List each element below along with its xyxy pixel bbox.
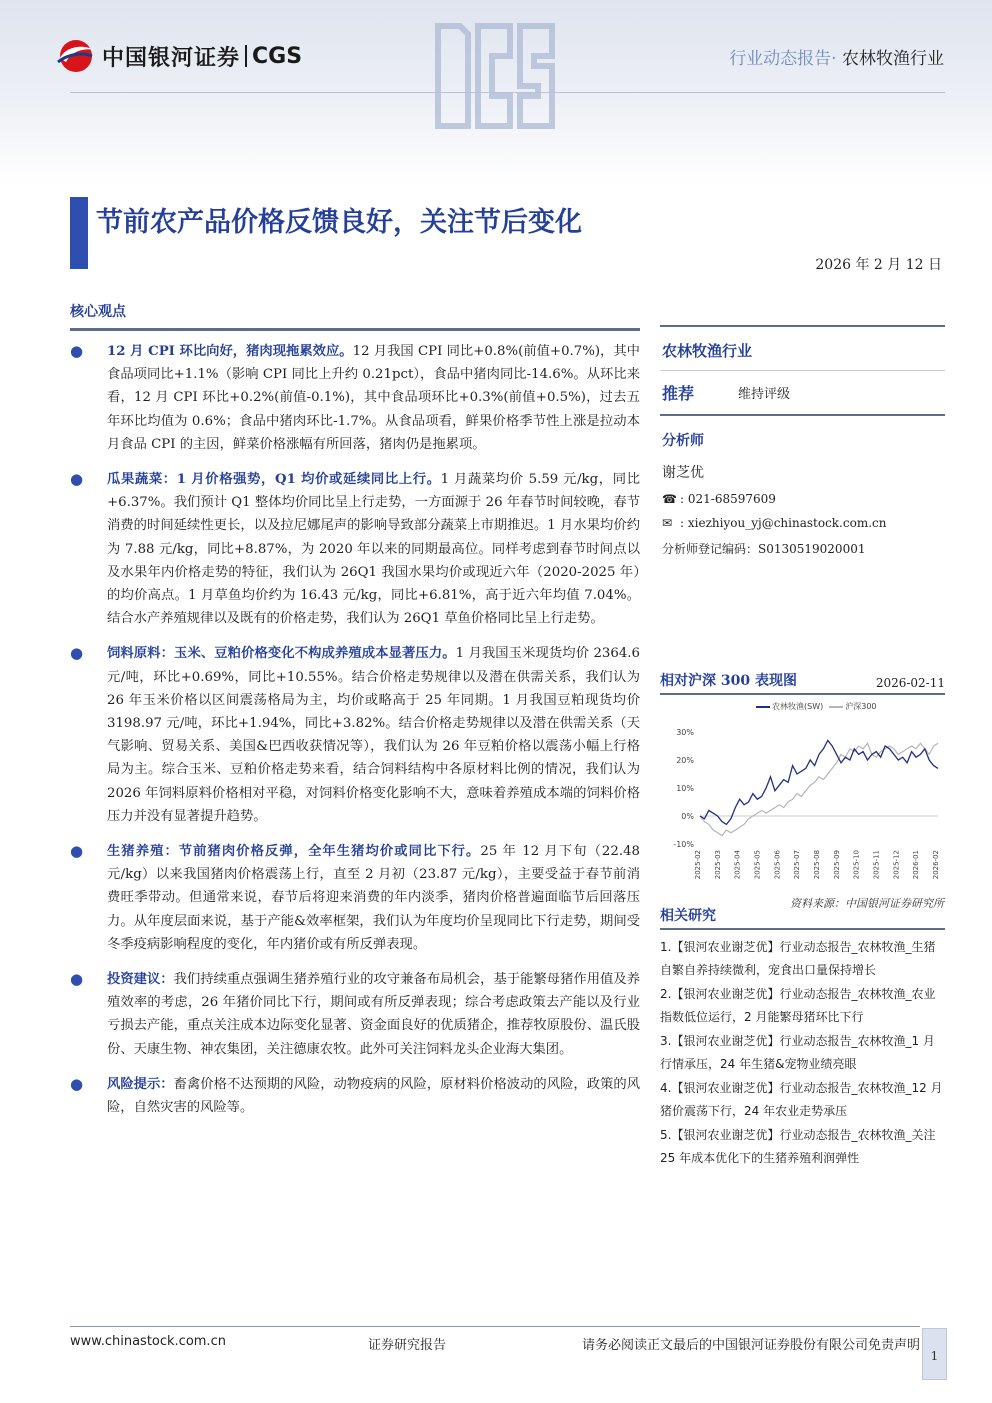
- legend-item-index: [829, 701, 876, 712]
- chart-source: 资料来源：中国银河证券研究所: [790, 897, 944, 910]
- paragraph-investment: [70, 968, 640, 1061]
- logo-chinese-text: 中国银河证券: [102, 45, 241, 71]
- bullet-icon: ●: [70, 470, 84, 489]
- cgs-watermark-icon: [430, 16, 560, 136]
- paragraph-lead: 风险提示：: [107, 1076, 174, 1092]
- core-view-divider: [70, 328, 640, 331]
- core-view-content: [70, 340, 640, 1131]
- logo-separator: [245, 45, 247, 67]
- report-date: 2026 年 2 月 12 日: [815, 257, 942, 273]
- x-tick-label: 2025-05: [753, 850, 762, 880]
- paragraph-lead: 投资建议：: [107, 972, 174, 988]
- legend-swatch: [829, 706, 843, 708]
- header-divider: [70, 92, 945, 93]
- paragraph-hog: [70, 840, 640, 956]
- x-tick-label: 2025-08: [813, 850, 821, 880]
- footer-website[interactable]: www.chinastock.com.cn: [70, 1334, 226, 1349]
- paragraph-produce: [70, 468, 640, 630]
- related-research-item[interactable]: 4.【银河农业谢芝优】行业动态报告_农林牧渔_12 月猪价震荡下行，24 年农业走势承压: [660, 1081, 943, 1118]
- bullet-icon: ●: [70, 842, 84, 861]
- paragraph-cpi: [70, 340, 640, 456]
- rating-value: 维持评级: [738, 387, 791, 402]
- x-tick-label: 2025-09: [832, 850, 841, 880]
- x-tick-label: 2026-01: [912, 850, 921, 880]
- bullet-icon: ●: [70, 1074, 84, 1093]
- phone-number: 021-68597609: [687, 492, 776, 506]
- phone-icon: ☎: [662, 492, 677, 506]
- page-number: 1: [930, 1349, 939, 1363]
- email-address[interactable]: xiezhiyou_yj@chinastock.com.cn: [687, 516, 887, 530]
- mail-icon: ✉: [662, 516, 673, 530]
- chart-legend: [756, 701, 945, 712]
- related-research-item[interactable]: 5.【银河农业谢芝优】行业动态报告_农林牧渔_关注 25 年成本优化下的生猪养殖利润弹性: [660, 1128, 936, 1165]
- x-tick-label: 2025-11: [872, 850, 881, 880]
- related-research: [660, 905, 945, 1171]
- x-tick-label: 2026-02: [932, 850, 940, 880]
- paragraph-body: 1 月蔬菜均价 5.59 元/kg，同比+6.37%。我们预计 Q1 整体均价同比呈上行走势，一方面源于 26 年春节时间较晚，春节消费的时间延续性更长，以及拉尼娜尾声的影响导致部分蔬菜上市期推迟。1 月水果均价约为 7.88 元/kg，同比+8.87%，为 2020 年以来的同期最高位。同样考虑到春节时间点以及水果年内价格走势的特征，我们认为 26Q1 我国水果均价或现近六年（2020-2025 年）的均价高点。1 月草鱼均价约为 16.43 元/kg，同比+6.81%，高于近六年均值 7.04%。结合水产养殖规律以及既有的价格走势，我们认为 26Q1 草鱼价格同比呈上行走势。: [107, 472, 640, 627]
- y-tick-label: -10%: [673, 840, 694, 849]
- footer-center-label: 证券研究报告: [368, 1338, 447, 1353]
- legend-item-sector: [756, 701, 823, 712]
- y-tick-label: 20%: [676, 756, 694, 765]
- legend-label: 农林牧渔(SW): [772, 702, 824, 711]
- y-tick-label: 30%: [676, 728, 694, 737]
- analyst-email: ✉ : xiezhiyou_yj@chinastock.com.cn: [662, 516, 887, 530]
- related-research-heading: 相关研究: [660, 905, 945, 930]
- performance-chart-date: 2026-02-11: [875, 676, 945, 690]
- series-line-sector: [700, 740, 938, 824]
- paragraph-body: 畜禽价格不达预期的风险，动物疫病的风险，原材料价格波动的风险，政策的风险，自然灾害的风险等。: [107, 1076, 641, 1116]
- y-tick-label: 10%: [676, 784, 694, 793]
- paragraph-lead: 饲料原料：玉米、豆粕价格变化不构成养殖成本显著压力。: [107, 646, 456, 662]
- paragraph-body: 1 月我国玉米现货均价 2364.6 元/吨，环比+0.69%，同比+10.55%。结合价格走势规律以及潜在供需关系，我们认为 26 年玉米价格以区间震荡格局为主，均价或略高于 25 年同期。1 月我国豆粕现货均价 3198.97 元/吨，环比+1.94%，同比+3.82%。结合价格走势规律以及潜在供需关系（天气影响、贸易关系、美国&巴西收获情况等），我们认为 26 年豆粕价格以震荡小幅上行格局为主。综合玉米、豆粕价格走势来看，结合饲料结构中各原材料比例的情况，我们认为 2026 年饲料原料价格相对平稳，对饲料价格变化影响不大，意味着养殖成本端的饲料价格压力并没有显著提升趋势。: [107, 646, 640, 824]
- performance-line-chart: [660, 712, 945, 897]
- y-tick-label: 0%: [681, 812, 694, 821]
- analyst-registration: 分析师登记编码：S0130519020001: [662, 542, 866, 556]
- bullet-icon: ●: [70, 644, 84, 663]
- paragraph-lead: 12 月 CPI 环比向好，猪肉现拖累效应。: [107, 344, 353, 359]
- company-logo: [56, 36, 302, 76]
- x-tick-label: 2025-03: [713, 850, 722, 880]
- paragraph-body: 12 月我国 CPI 同比+0.8%(前值+0.7%)，其中食品项同比+1.1%（影响 CPI 同比上升约 0.21pct），食品中猪肉同比-14.6%。从环比来看，12 月 CPI 环比+0.2%(前值-0.1%)，其中食品项环比+0.3%(前值+0.5%)，过去五年环比均值为 0.6%；食品中猪肉环比-1.7%。从食品项看，鲜果价格季节性上涨是拉动本月食品 CPI 的主因，鲜菜价格涨幅有所回落，猪肉仍是拖累项。: [107, 344, 640, 452]
- footer-disclaimer: 请务必阅读正文最后的中国银河证券股份有限公司免责声明: [581, 1338, 920, 1353]
- analyst-heading: 分析师: [662, 433, 704, 449]
- bullet-icon: ●: [70, 342, 84, 360]
- performance-chart-panel: [660, 670, 945, 897]
- analyst-name: 谢芝优: [662, 465, 704, 481]
- header-report-type: [729, 44, 944, 69]
- rating-row: [660, 371, 945, 416]
- report-title: 节前农产品价格反馈良好，关注节后变化: [96, 207, 582, 238]
- related-research-list: [660, 936, 945, 1170]
- paragraph-feed: [70, 642, 640, 828]
- x-tick-label: 2025-04: [733, 850, 742, 880]
- industry-label: 农林牧渔行业: [842, 49, 944, 69]
- related-research-item[interactable]: 3.【银河农业谢芝优】行业动态报告_农林牧渔_1 月行情承压，24 年生猪&宠物业绩亮眼: [660, 1034, 935, 1071]
- footer-divider: [70, 1326, 920, 1327]
- legend-swatch: [756, 706, 770, 708]
- report-type-label: 行业动态报告·: [729, 49, 837, 69]
- paragraph-body: 25 年 12 月下旬（22.48 元/kg）以来我国猪肉价格震荡上行，直至 2 月初（23.87 元/kg），主要受益于春节前消费旺季带动。但通常来说，春节后将迎来消费的年内淡季，猪肉价格普遍面临节后回落压力。从年度层面来说，基于产能&效率框架，我们认为年度均价呈现同比下行走势，期间受冬季疫病影响程度的变化，年内猪价或有所反弹表现。: [107, 844, 640, 952]
- related-research-item[interactable]: 1.【银河农业谢芝优】行业动态报告_农林牧渔_生猪自繁自养持续微利，宠食出口量保持增长: [660, 940, 936, 977]
- performance-chart-title: 相对沪深 300 表现图: [660, 673, 797, 689]
- logo-english-text: CGS: [252, 43, 303, 69]
- related-research-item[interactable]: 2.【银河农业谢芝优】行业动态报告_农林牧渔_农业指数低位运行，2 月能繁母猪环比下行: [660, 987, 936, 1024]
- galaxy-logo-icon: [56, 36, 96, 76]
- legend-label: 沪深300: [845, 702, 877, 711]
- rating-key: 推荐: [662, 384, 695, 403]
- paragraph-lead: 生猪养殖：节前猪肉价格反弹，全年生猪均价或同比下行。: [107, 844, 481, 860]
- core-view-label: 核心观点: [70, 304, 126, 320]
- paragraph-risk: [70, 1073, 640, 1119]
- sidebar: [660, 325, 945, 563]
- x-tick-label: 2025-12: [892, 850, 901, 880]
- paragraph-lead: 瓜果蔬菜：1 月价格强势，Q1 均价或延续同比上行。: [107, 472, 441, 488]
- sector-name: 农林牧渔行业: [660, 327, 945, 371]
- x-tick-label: 2025-10: [852, 850, 861, 880]
- paragraph-body: 我们持续重点强调生猪养殖行业的攻守兼备布局机会，基于能繁母猪作用值及养殖效率的考虑，26 年猪价同比下行，期间或有所反弹表现；综合考虑政策去产能以及行业亏损去产能，重点关注成本边际变化显著、资金面良好的优质猪企，推荐牧原股份、温氏股份、天康生物、神农集团，关注德康农牧。此外可关注饲料龙头企业海大集团。: [107, 972, 641, 1057]
- analyst-phone: ☎ : 021-68597609: [662, 492, 776, 506]
- x-tick-label: 2025-07: [793, 850, 802, 880]
- page-number-box: [922, 1328, 947, 1380]
- x-tick-label: 2025-02: [694, 850, 702, 880]
- title-accent-bar: [70, 197, 88, 269]
- x-tick-label: 2025-06: [773, 850, 782, 880]
- bullet-icon: ●: [70, 970, 84, 989]
- performance-chart-header: [660, 670, 945, 695]
